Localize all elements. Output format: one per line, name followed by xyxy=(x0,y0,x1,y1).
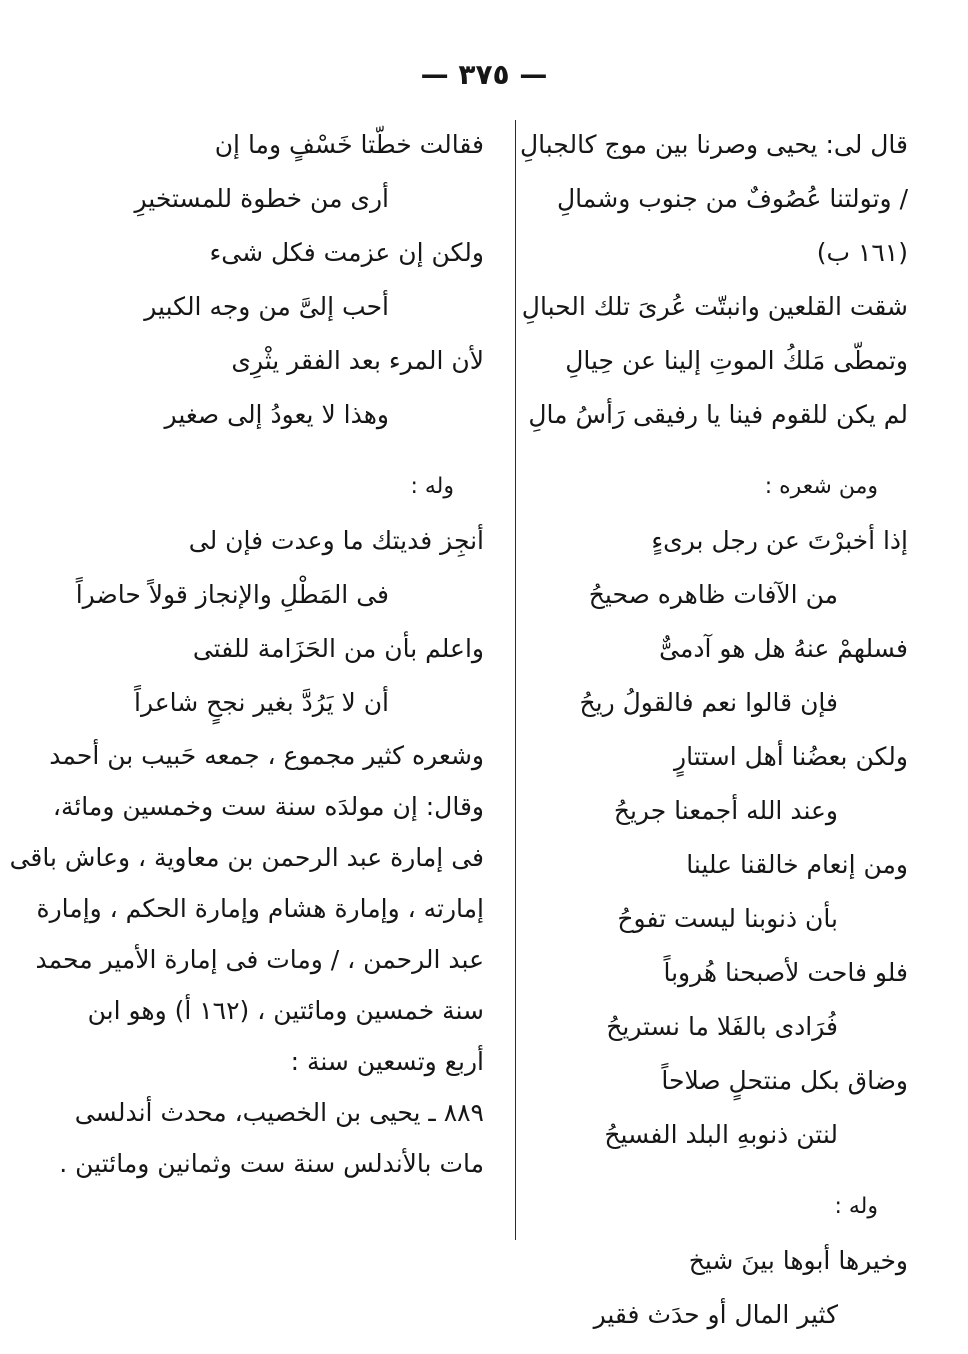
right-column-line: كثير المال أو حدَث فقير xyxy=(593,1300,838,1329)
right-column-line: لم يكن للقوم فينا يا رفيقى رَأسُ مالِ xyxy=(528,400,908,429)
right-column-line: فسلهمْ عنهُ هل هو آدمىٌّ xyxy=(659,634,908,663)
left-column-line: مات بالأندلس سنة ست وثمانين ومائتين . xyxy=(59,1149,484,1178)
left-column-line: أنجِز فديتك ما وعدت فإن لى xyxy=(188,526,484,555)
left-column-line: وقال: إن مولدَه سنة ست وخمسين ومائة، xyxy=(52,792,484,821)
right-column-line: إذا أخبرْتَ عن رجل برىءٍ xyxy=(651,526,908,555)
right-text-column xyxy=(508,118,908,1342)
right-column-line: وضاق بكل منتحلٍ صلاحاً xyxy=(661,1066,908,1095)
left-column-line: فى المَطْلِ والإنجاز قولاً حاضراً xyxy=(75,580,389,609)
left-column-line: عبد الرحمن ، / ومات فى إمارة الأمير محمد xyxy=(35,945,484,974)
right-column-line: ومن شعره : xyxy=(764,474,878,499)
right-column-line: ومن إنعام خالقنا علينا xyxy=(686,850,908,879)
right-column-line: لنتن ذنوبهِ البلد الفسيحُ xyxy=(604,1120,838,1149)
right-column-line: وتمطّى مَلكُ الموتِ إلينا عن حِيالِ xyxy=(565,346,908,375)
right-column-line: بأن ذنوبنا ليست تفوحُ xyxy=(617,904,838,933)
left-column-line: أن لا يَرُدَّ بغير نجحٍ شاعراً xyxy=(134,688,389,717)
page-number: — ٣٧٥ — xyxy=(420,58,548,91)
left-text-column xyxy=(9,118,484,1189)
right-column-line: وخيرها أبوها بينَ شيخ xyxy=(688,1246,908,1275)
left-column-line: أحب إلىَّ من وجه الكبير xyxy=(144,292,389,321)
left-column-line: لأن المرء بعد الفقر يثْرِى xyxy=(231,346,484,375)
left-column-line: إمارته ، وإمارة هشام وإمارة الحكم ، وإمارة xyxy=(36,894,484,923)
left-column-line: وله : xyxy=(410,474,454,499)
right-column-line: قال لى: يحيى وصرنا بين موج كالجبالِ xyxy=(519,130,908,159)
left-column-line: فقالت خطّتا خَسْفٍ وما إن xyxy=(214,130,484,159)
left-column-line: أربع وتسعين سنة : xyxy=(290,1047,484,1076)
right-column-spacer xyxy=(508,442,908,460)
left-column-line: وهذا لا يعودُ إلى صغير xyxy=(164,400,389,429)
right-column-line: (١٦١ ب) xyxy=(816,238,908,267)
right-column-line: من الآفات ظاهره صحيحُ xyxy=(588,580,838,609)
left-column-line: وشعره كثير مجموع ، جمعه حَبيب بن أحمد xyxy=(49,741,484,770)
right-column-line: فإن قالوا نعم فالقولُ ريحُ xyxy=(579,688,838,717)
right-column-line: ولكن بعضُنا أهل استتارٍ xyxy=(674,742,908,771)
right-column-line: شقت القلعين وانبتّت عُرىَ تلك الحبالِ xyxy=(521,292,908,321)
right-column-line: / وتولتنا عُصُوفٌ من جنوب وشمالِ xyxy=(557,184,908,213)
left-column-spacer xyxy=(124,442,484,460)
right-column-spacer xyxy=(508,1162,908,1180)
right-column-line: وعند الله أجمعنا جريحُ xyxy=(613,796,838,825)
left-column-line: واعلم بأن من الحَزَامة للفتى xyxy=(192,634,484,663)
left-column-line: سنة خمسين ومائتين ، (١٦٢ أ) وهو ابن xyxy=(87,996,484,1025)
right-column-line: وله : xyxy=(834,1194,878,1219)
left-column-line: أرى من خطوة للمستخيرِ xyxy=(134,184,389,213)
right-column-line: فُرَادى بالفَلا ما نستريحُ xyxy=(606,1012,838,1041)
left-column-line: ولكن إن عزمت فكل شىء xyxy=(209,238,484,267)
left-column-line: فى إمارة عبد الرحمن بن معاوية ، وعاش باقى xyxy=(9,843,484,872)
left-column-line: ٨٨٩ ـ يحيى بن الخصيب، محدث أندلسى xyxy=(74,1098,484,1127)
right-column-line: فلو فاحت لأصبحنا هُروباً xyxy=(663,958,908,987)
